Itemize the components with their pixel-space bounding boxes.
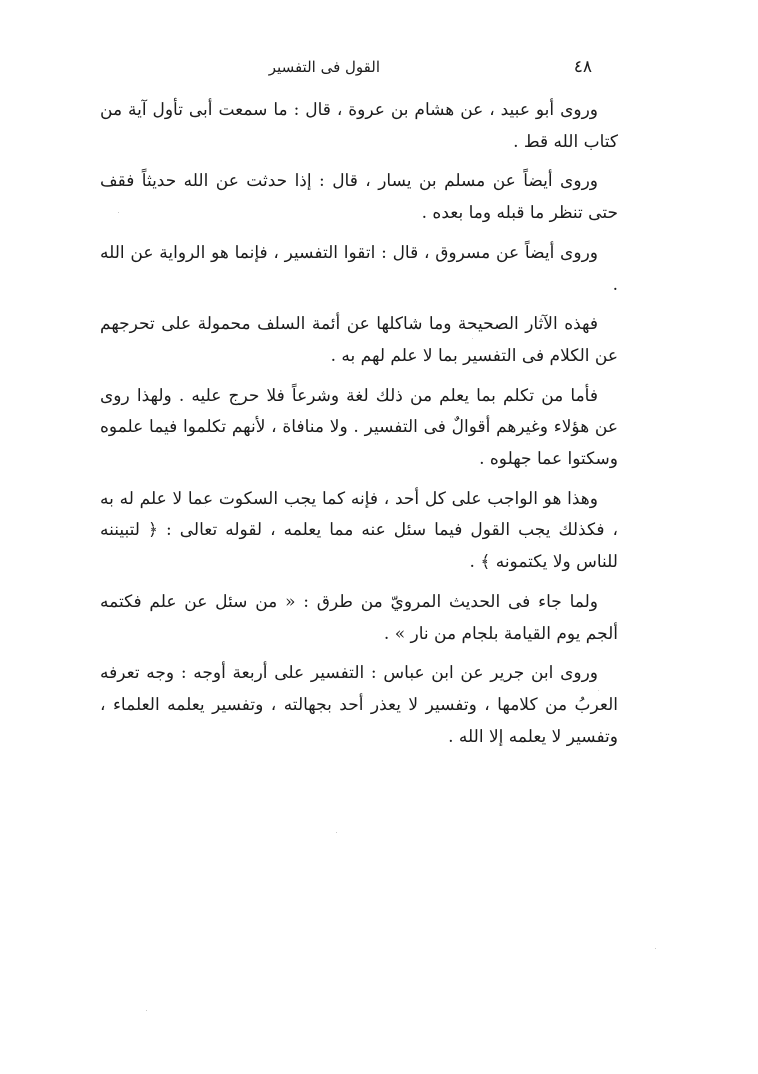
paragraph-1: وروى أبو عبيد ، عن هشام بن عروة ، قال : ما سمعت أبى تأول آية من كتاب الله قط . — [100, 100, 618, 152]
body-text — [100, 95, 618, 761]
running-title: القول فى التفسير — [268, 58, 380, 76]
paragraph-2: وروى أيضاً عن مسلم بن يسار ، قال : إذا حدثت عن الله حديثاً فقف حتى تنظر ما قبله وما بعده . — [100, 171, 618, 224]
page-number: ٤٨ — [573, 57, 592, 77]
paragraph-3: وروى أيضاً عن مسروق ، قال : اتقوا التفسير ، فإنما هو الرواية عن الله . — [100, 242, 618, 295]
paragraph-5: فأما من تكلم بما يعلم من ذلك لغة وشرعاً فلا حرج عليه . ولهذا روى عن هؤلاء وغيرهم أقوالٌ فى التفسير . ولا منافاة ، لأنهم تكلموا فيما علموه وسكتوا عما جهلوه . — [100, 385, 618, 470]
paper-speck — [146, 1010, 147, 1011]
page-header — [100, 56, 620, 82]
paragraph-8: وروى ابن جرير عن ابن عباس : التفسير على أربعة أوجه : وجه تعرفه العربُ من كلامها ، وتفسير لا يعذر أحد بجهالته ، وتفسير يعلمه العلماء ، وتفسير لا يعلمه إلا الله . — [100, 663, 618, 747]
paper-speck — [655, 948, 656, 949]
paper-speck — [336, 832, 337, 833]
paragraph-6: وهذا هو الواجب على كل أحد ، فإنه كما يجب السكوت عما لا علم له به ، فكذلك يجب القول فيما سئل عنه مما يعلمه ، لقوله تعالى : ﴿ لتبيننه للناس ولا يكتمونه ﴾ . — [100, 488, 618, 573]
paragraph-4: فهذه الآثار الصحيحة وما شاكلها عن أئمة السلف محمولة على تحرجهم عن الكلام فى التفسير بما لا علم لهم به . — [100, 314, 618, 366]
paragraph-7: ولما جاء فى الحديث المرويّ من طرق : « من سئل عن علم فكتمه ألجم يوم القيامة بلجام من نار » . — [100, 591, 618, 644]
